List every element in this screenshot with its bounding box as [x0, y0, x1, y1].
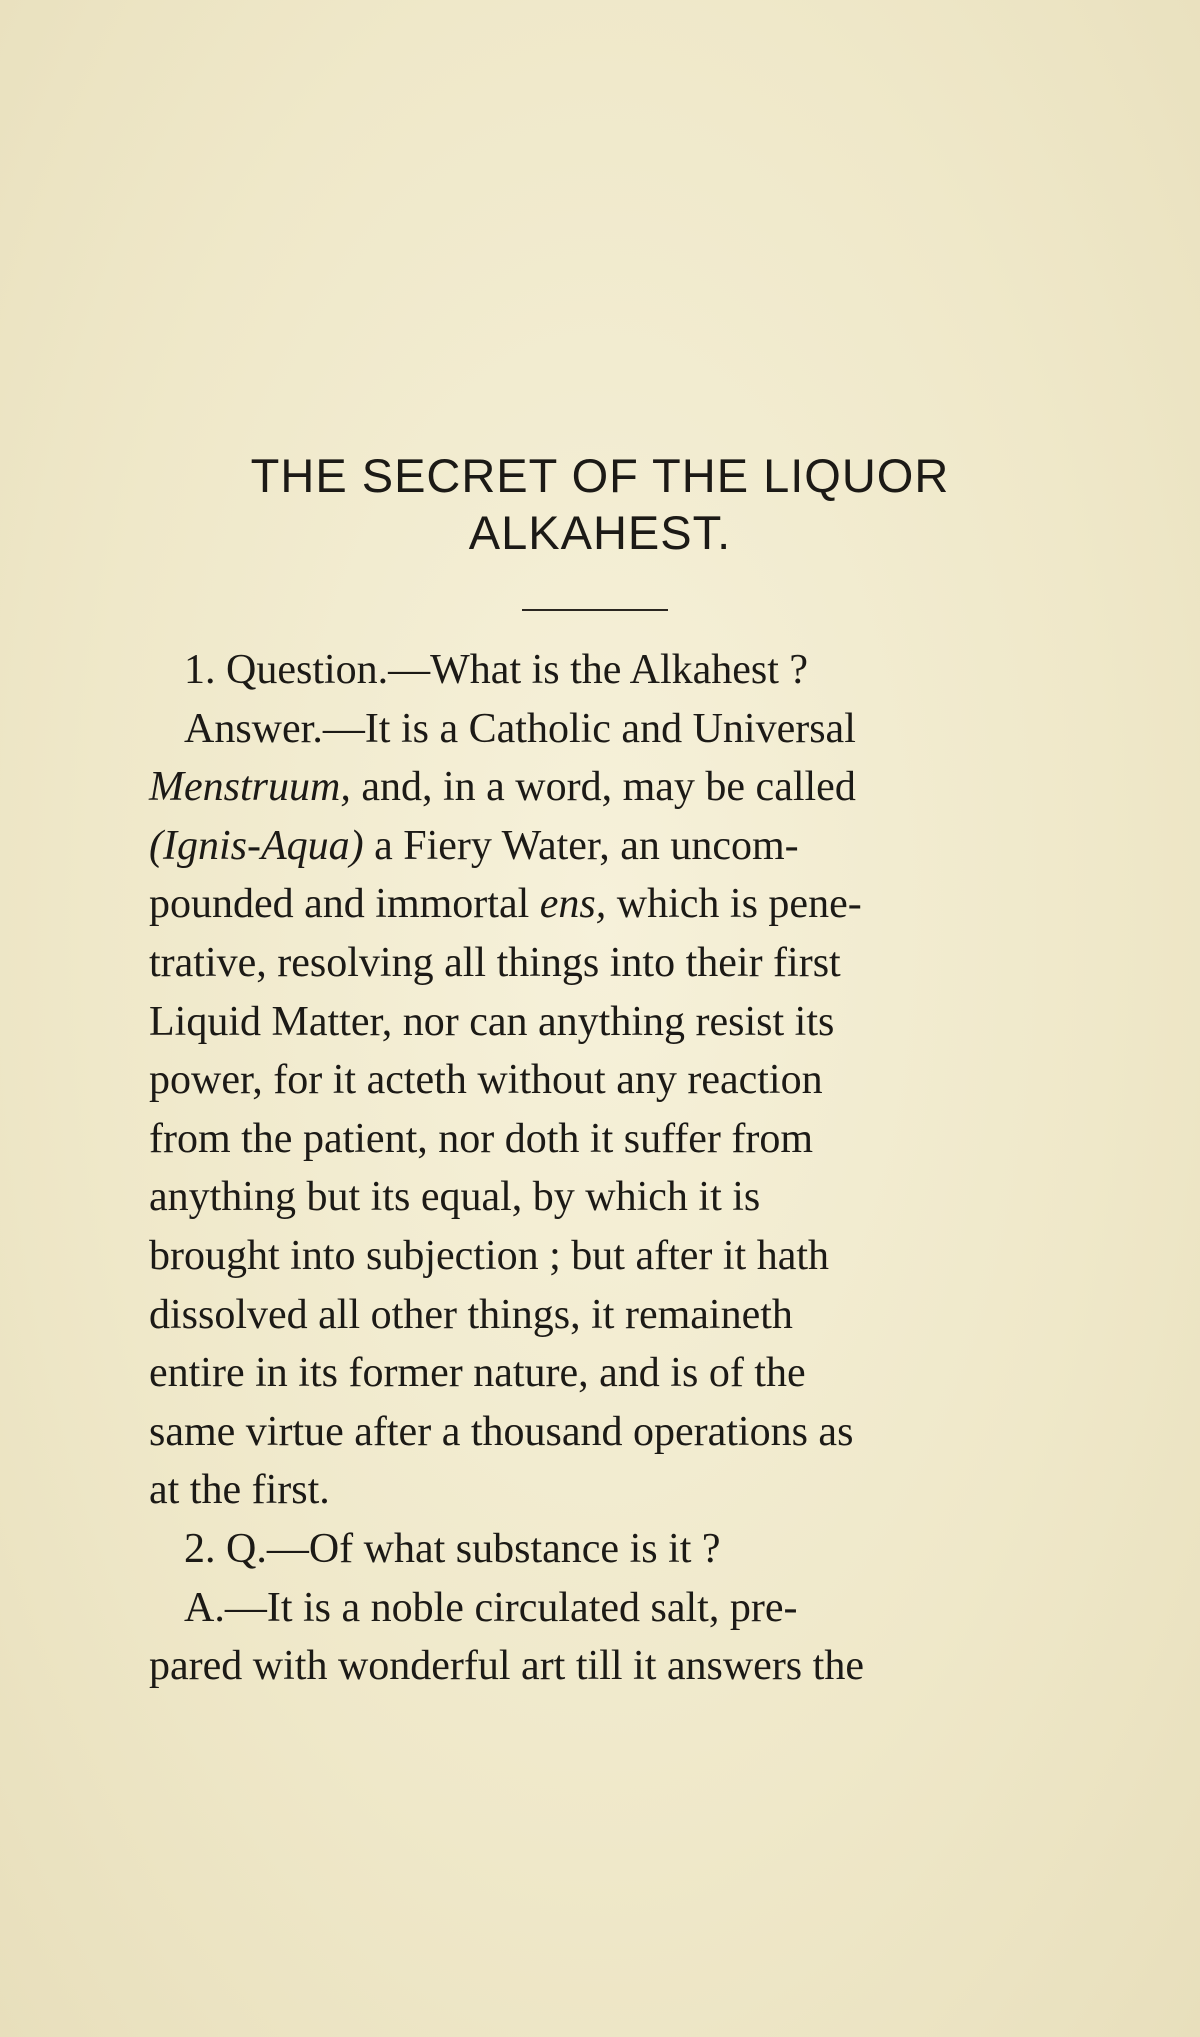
- italic-term: ens,: [539, 881, 607, 928]
- text-line: brought into subjection ; but after it hath: [149, 1232, 830, 1279]
- text-line: pared with wonderful art till it answers the: [149, 1643, 864, 1690]
- text-line: [149, 817, 1059, 876]
- text-line: dissolved all other things, it remaineth: [149, 1291, 793, 1338]
- text-run: and, in a word, may be called: [350, 764, 856, 811]
- text-line: [149, 875, 1059, 934]
- text-line: from the patient, nor doth it suffer from: [149, 1115, 814, 1162]
- text-line: A.—It is a noble circulated salt, pre-: [184, 1584, 798, 1631]
- text-line: 2. Q.—Of what substance is it ?: [184, 1525, 721, 1572]
- italic-term: Menstruum,: [149, 764, 351, 811]
- body-text: [149, 641, 1059, 1696]
- italic-term: (Ignis-Aqua): [149, 822, 364, 869]
- text-line: same virtue after a thousand operations as: [149, 1408, 854, 1455]
- text-run: which is pene-: [606, 881, 862, 928]
- title-divider-rule: [522, 609, 668, 611]
- text-line: anything but its equal, by which it is: [149, 1174, 761, 1221]
- text-line: trative, resolving all things into their first: [149, 939, 841, 986]
- title-line-2: ALKAHEST.: [468, 506, 732, 559]
- text-run: a Fiery Water, an uncom-: [363, 822, 799, 869]
- text-line: power, for it acteth without any reaction: [149, 1057, 823, 1104]
- text-line: Answer.—It is a Catholic and Universal: [184, 705, 856, 752]
- text-line: 1. Question.—What is the Alkahest ?: [184, 647, 809, 693]
- text-line: entire in its former nature, and is of the: [149, 1350, 806, 1397]
- text-line: Liquid Matter, nor can anything resist its: [149, 998, 835, 1045]
- title-line-1: THE SECRET OF THE LIQUOR: [250, 449, 950, 502]
- text-run: pounded and immortal: [149, 881, 540, 928]
- text-line: at the first.: [149, 1467, 330, 1514]
- text-line: [149, 758, 1059, 817]
